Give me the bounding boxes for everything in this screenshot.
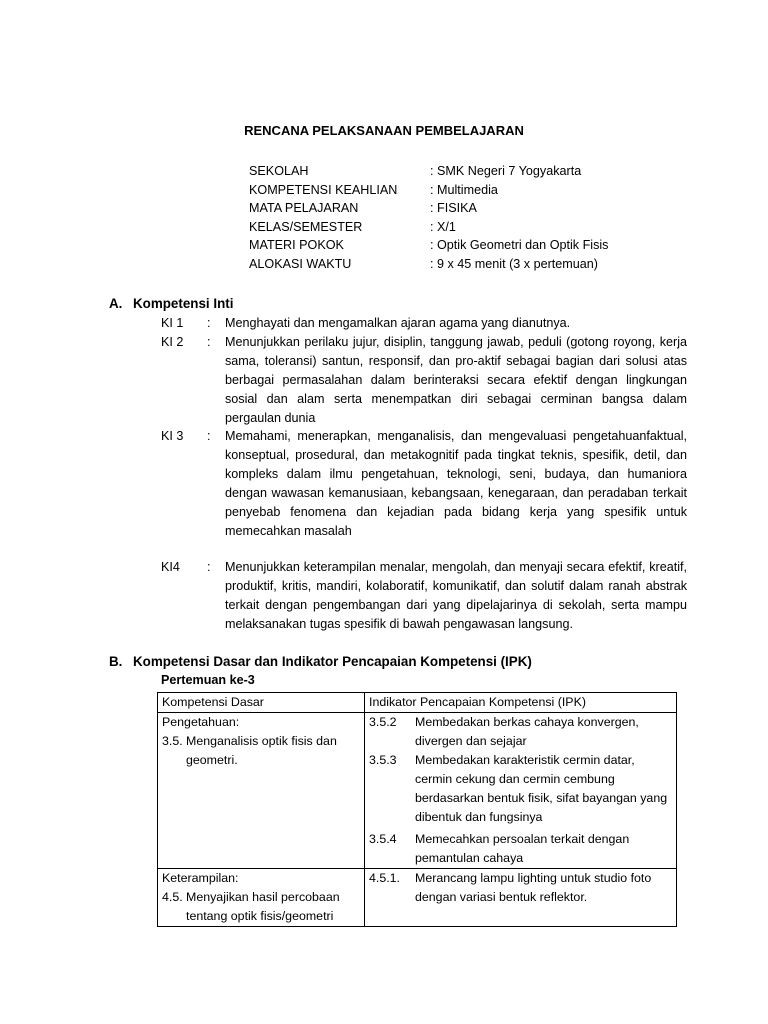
identity-label: KELAS/SEMESTER <box>249 219 363 234</box>
identity-value: : 9 x 45 menit (3 x pertemuan) <box>430 256 598 271</box>
column-header: Kompetensi Dasar <box>158 693 365 713</box>
indicator-number: 3.5.2 <box>369 715 397 729</box>
column-header: Indikator Pencapaian Kompetensi (IPK) <box>365 693 677 713</box>
indicator-item <box>369 751 672 827</box>
indicator-text: Membedakan berkas cahaya konvergen, divergen dan sejajar <box>415 715 639 748</box>
section-a-letter: A. <box>109 296 123 311</box>
ki-item <box>161 558 687 634</box>
identity-row <box>249 199 608 218</box>
identity-row <box>249 218 608 237</box>
indicator-item <box>369 713 672 751</box>
identity-label: KOMPETENSI KEAHLIAN <box>249 182 398 197</box>
kd-item <box>162 888 360 926</box>
identity-label: MATA PELAJARAN <box>249 201 359 216</box>
ki-text: Memahami, menerapkan, menganalisis, dan mengevaluasi pengetahuanfaktual, konseptual, prosedural, dan metakognitif pada tingkat teknis, spesifik, detil, dan kompleks dalam ilmu pengetahuan, teknologi, seni, budaya, dan humaniora dengan wawasan kemanusiaan, kebangsaan, kenegaraan, dan peradaban terkait penyebab fenomena dan kejadian pada bidang kerja yang spesifik untuk memecahkan masalah <box>225 429 687 538</box>
kd-number: 3.5. <box>162 734 183 748</box>
indicator-item <box>369 830 672 868</box>
section-a-title: Kompetensi Inti <box>133 296 234 311</box>
indicator-text: Membedakan karakteristik cermin datar, cermin cekung dan cermin cembung berdasarkan bentuk fisik, sifat bayangan yang dibentuk dan fungsinya <box>415 753 668 824</box>
indicator-number: 4.5.1. <box>369 871 401 885</box>
ki-item <box>161 427 687 541</box>
identity-label: MATERI POKOK <box>249 238 344 253</box>
indicator-item <box>369 869 672 907</box>
kd-text: Menyajikan hasil percobaan tentang optik fisis/geometri <box>186 890 340 923</box>
kd-category: Keterampilan: <box>162 871 239 885</box>
ki-text: Menunjukkan keterampilan menalar, mengolah, dan menyaji secara efektif, kreatif, produktif, kritis, mandiri, kolaboratif, komunikatif, dan solutif dalam ranah abstrak terkait dengan pengembangan dari yang dipelajarinya di sekolah, serta mampu melaksanakan tugas spesifik di bawah pengawasan langsung. <box>225 560 687 631</box>
indicator-number: 3.5.4 <box>369 832 397 846</box>
ipk-cell <box>365 713 677 869</box>
ki-colon: : <box>207 316 211 330</box>
ki-colon: : <box>207 429 211 443</box>
ki-text: Menunjukkan perilaku jujur, disiplin, tanggung jawab, peduli (gotong royong, kerja sama, toleransi) santun, responsif, dan pro-aktif sebagai bagian dari solusi atas berbagai permasalahan dalam berinteraksi secara efektif dengan lingkungan sosial dan alam serta menempatkan diri sebagai cerminan bangsa dalam pergaulan dunia <box>225 335 687 425</box>
identity-row <box>249 181 608 200</box>
ki-label: KI 3 <box>161 429 184 443</box>
section-b-heading <box>109 652 532 671</box>
table-header-row <box>158 693 677 713</box>
ki-colon: : <box>207 560 211 574</box>
meeting-label: Pertemuan ke-3 <box>161 673 255 687</box>
identity-block <box>249 162 608 274</box>
indicator-text: Merancang lampu lighting untuk studio foto dengan variasi bentuk reflektor. <box>415 871 652 904</box>
identity-value: : X/1 <box>430 219 456 234</box>
ki-label: KI 1 <box>161 316 184 330</box>
table-row <box>158 869 677 927</box>
document-title: RENCANA PELAKSANAAN PEMBELAJARAN <box>244 123 524 138</box>
ki-label: KI4 <box>161 560 180 574</box>
ki-colon: : <box>207 335 211 349</box>
kd-category: Pengetahuan: <box>162 715 240 729</box>
section-b-title: Kompetensi Dasar dan Indikator Pencapaian Kompetensi (IPK) <box>133 654 532 669</box>
indicator-number: 3.5.3 <box>369 753 397 767</box>
kd-cell <box>158 869 365 927</box>
identity-row <box>249 162 608 181</box>
identity-value: : Multimedia <box>430 182 498 197</box>
identity-value: : SMK Negeri 7 Yogyakarta <box>430 164 582 178</box>
ki-label: KI 2 <box>161 335 184 349</box>
ki-item <box>161 314 687 333</box>
kd-ipk-table <box>157 692 677 927</box>
identity-label: SEKOLAH <box>249 164 309 178</box>
ki-text: Menghayati dan mengamalkan ajaran agama yang dianutnya. <box>225 316 571 330</box>
kd-cell <box>158 713 365 869</box>
identity-label: ALOKASI WAKTU <box>249 256 352 271</box>
kd-item <box>162 732 360 770</box>
ipk-cell <box>365 869 677 927</box>
section-b-letter: B. <box>109 654 123 669</box>
kd-number: 4.5. <box>162 890 183 904</box>
table-row <box>158 713 677 869</box>
indicator-text: Memecahkan persoalan terkait dengan pemantulan cahaya <box>415 832 630 865</box>
identity-row <box>249 255 608 274</box>
kd-text: Menganalisis optik fisis dan geometri. <box>186 734 337 767</box>
identity-value: : Optik Geometri dan Optik Fisis <box>430 238 609 253</box>
section-a-heading <box>109 294 233 313</box>
ki-item <box>161 333 687 428</box>
identity-row <box>249 236 608 255</box>
identity-value: : FISIKA <box>430 201 477 216</box>
